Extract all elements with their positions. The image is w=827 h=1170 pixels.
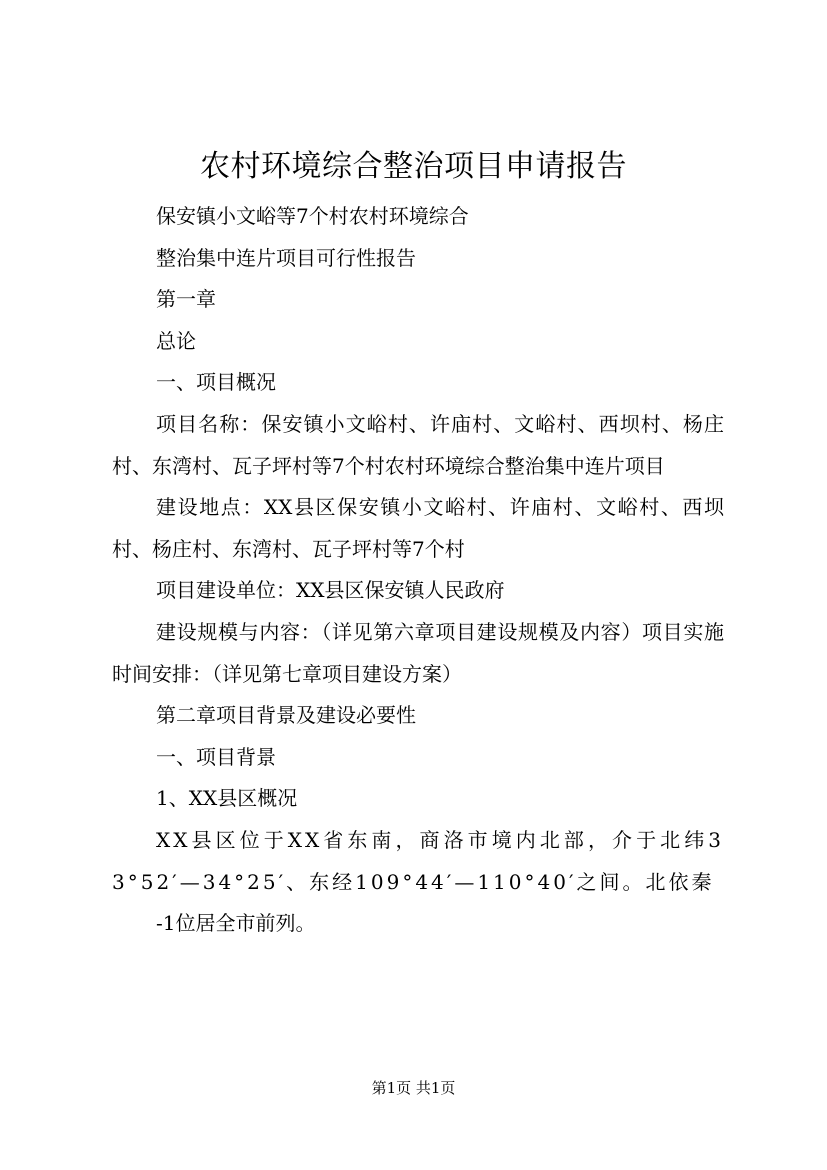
paragraph-chapter-one: 第一章 <box>156 287 216 312</box>
paragraph-scale-content: 建设规模与内容：（详见第六章项目建设规模及内容）项目实施时间安排：（详见第七章项目建设方案） <box>112 619 724 686</box>
paragraph-subtitle-line2: 整治集中连片项目可行性报告 <box>156 245 416 270</box>
page-footer: 第1页 共1页 <box>371 1079 456 1097</box>
paragraph-project-summary-heading: 一、项目概况 <box>156 370 276 395</box>
paragraph-overview-heading: 总论 <box>156 328 196 353</box>
paragraph-project-name: 项目名称：保安镇小文峪村、许庙村、文峪村、西坝村、杨庄村、东湾村、瓦子坪村等7个村农村环境综合整治集中连片项目 <box>112 411 724 478</box>
paragraph-ranking: -1位居全市前列。 <box>156 911 316 936</box>
document-title: 农村环境综合整治项目申请报告 <box>200 149 627 184</box>
paragraph-build-location: 建设地点：XX县区保安镇小文峪村、许庙村、文峪村、西坝村、杨庄村、东湾村、瓦子坪村等7个村 <box>112 495 724 561</box>
paragraph-chapter-two: 第二章项目背景及建设必要性 <box>156 703 416 728</box>
paragraph-county-overview-heading: 1、XX县区概况 <box>156 786 298 811</box>
paragraph-background-heading: 一、项目背景 <box>156 744 276 769</box>
document-body <box>112 196 724 945</box>
paragraph-county-location: XX县区位于XX省东南，商洛市境内北部，介于北纬33°52′—34°25′、东经109°44′—110°40′之间。北依秦 <box>112 827 724 894</box>
paragraph-subtitle-line1: 保安镇小文峪等7个村农村环境综合 <box>156 204 469 228</box>
paragraph-build-unit: 项目建设单位：XX县区保安镇人民政府 <box>156 578 505 603</box>
